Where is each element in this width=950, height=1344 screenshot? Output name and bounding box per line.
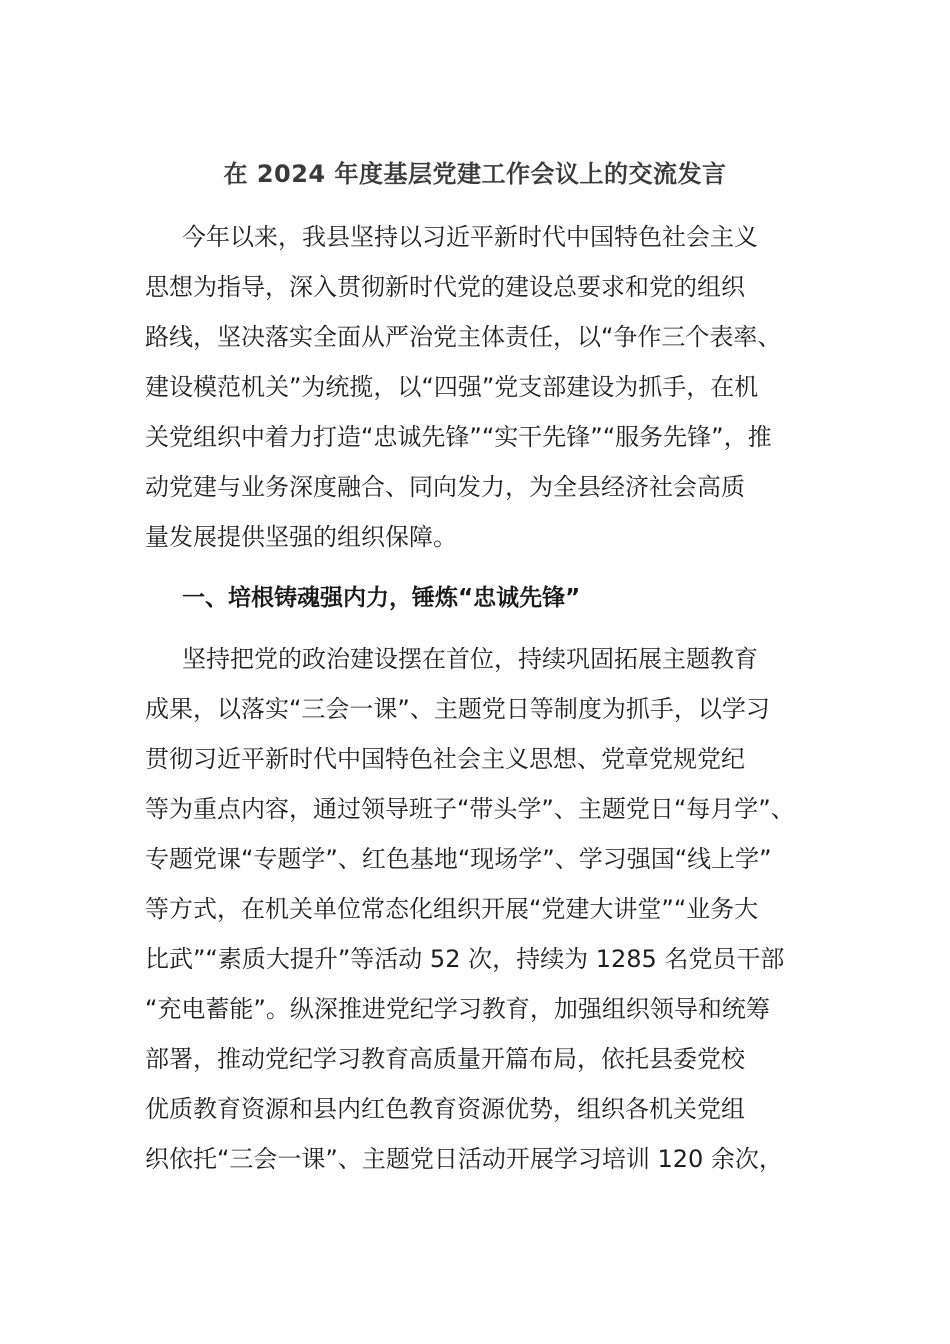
paragraph-2-line-4: 等为重点内容，通过领导班子“带头学”、主题党日“每月学”、 [145,795,795,823]
paragraph-2-line-3: 贯彻习近平新时代中国特色社会主义思想、党章党规党纪 [145,745,745,773]
paragraph-2-line-10: 优质教育资源和县内红色教育资源优势，组织各机关党组 [145,1095,745,1123]
paragraph-2-line-11: 织依托“三会一课”、主题党日活动开展学习培训 120 余次， [145,1145,783,1173]
paragraph-2-line-1: 坚持把党的政治建设摆在首位，持续巩固拓展主题教育 [182,645,758,673]
paragraph-1-line-5: 关党组织中着力打造“忠诚先锋”“实干先锋”“服务先锋”，推 [145,423,772,451]
paragraph-2-line-7: 比武”“素质大提升”等活动 52 次，持续为 1285 名党员干部 [145,945,785,973]
paragraph-2-line-5: 专题党课“专题学”、红色基地“现场学”、学习强国“线上学” [145,845,772,873]
paragraph-1-line-7: 量发展提供坚强的组织保障。 [145,523,457,551]
paragraph-1-line-1: 今年以来，我县坚持以习近平新时代中国特色社会主义 [182,223,758,251]
paragraph-2-line-2: 成果，以落实“三会一课”、主题党日等制度为抓手，以学习 [145,695,770,723]
document-title: 在 2024 年度基层党建工作会议上的交流发言 [223,160,727,188]
paragraph-2-line-6: 等方式，在机关单位常态化组织开展“党建大讲堂”“业务大 [145,895,759,923]
paragraph-2-line-9: 部署，推动党纪学习教育高质量开篇布局，依托县委党校 [145,1045,745,1073]
paragraph-1-line-3: 路线，坚决落实全面从严治党主体责任，以“争作三个表率、 [145,323,782,351]
paragraph-1-line-4: 建设模范机关”为统揽，以“四强”党支部建设为抓手，在机 [145,373,759,401]
paragraph-1-line-6: 动党建与业务深度融合、同向发力，为全县经济社会高质 [145,473,745,501]
paragraph-2-line-8: “充电蓄能”。纵深推进党纪学习教育，加强组织领导和统筹 [145,995,770,1023]
paragraph-1-line-2: 思想为指导，深入贯彻新时代党的建设总要求和党的组织 [145,273,745,301]
section-heading-1: 一、培根铸魂强内力，锤炼“忠诚先锋” [182,585,581,611]
